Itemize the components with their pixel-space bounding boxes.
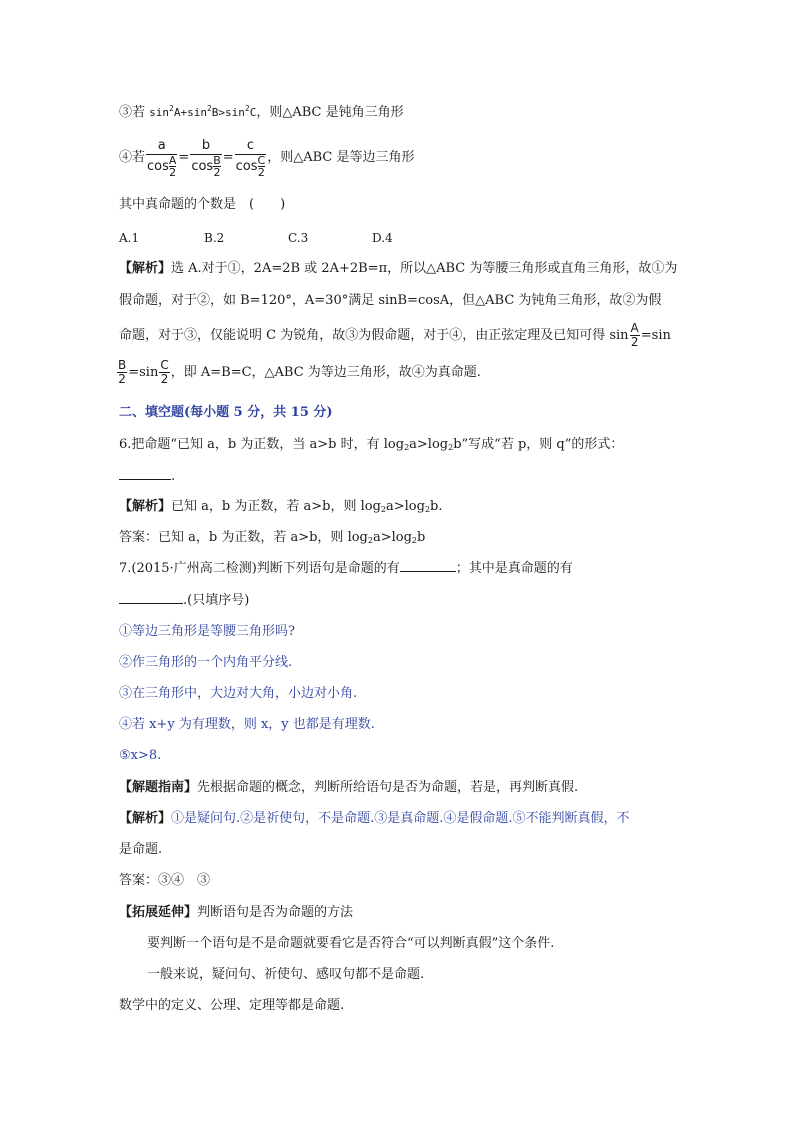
option-d: D.4 [372, 231, 393, 245]
fraction-b: b cos $\frac{B}{2}$ [191, 137, 221, 179]
options-row [119, 228, 393, 248]
fraction-a: a cos $\frac{A}{2}$ [147, 137, 177, 179]
q7-item-2: ②作三角形的一个内角平分线. [119, 655, 293, 670]
analysis-5-line-2: 假命题，对于②，如 B=120°，A=30°满足 sinB=cosA，但△ABC 为钝角三角形，故②为假 [119, 293, 662, 308]
analysis-7-line-2: 是命题. [119, 842, 163, 857]
analysis-5-line-3: 命题，对于③，仅能说明 C 为锐角，故③为假命题，对于④，由正弦定理及已知可得 sin $\frac{A}{2}$ =sin [119, 321, 671, 349]
item-3-expr: $\sin^2A+\sin^2B>\sin^2C$ [149, 104, 257, 119]
question-text: 其中真命题的个数是 ( ) [119, 197, 286, 212]
answer-blank-2[interactable] [119, 591, 183, 604]
analysis-6: 【解析】已知 a，b 为正数，若 a>b，则 $\log_2a>\log_2b$. [119, 499, 443, 514]
q7-item-5: ⑤x>8. [119, 748, 162, 763]
option-a: A.1 [119, 231, 140, 245]
q7-item-1: ①等边三角形是等腰三角形吗? [119, 624, 295, 639]
guide-7: 【解题指南】先根据命题的概念，判断所给语句是否为命题，若是，再判断真假. [119, 780, 579, 795]
answer-7: 答案：③④ ③ [119, 873, 211, 888]
q7-item-3: ③在三角形中，大边对大角，小边对小角. [119, 686, 358, 701]
answer-blank[interactable] [119, 467, 171, 480]
answer-6: 答案：已知 a，b 为正数，若 a>b，则 $\log_2a>\log_2b$ [119, 530, 426, 545]
question-7-line-1: 7.(2015·广州高二检测)判断下列语句是命题的有 ；其中是真命题的有 [119, 561, 573, 576]
extension-paragraph-2: 一般来说，疑问句、祈使句、感叹句都不是命题. [147, 967, 425, 982]
question-6-line-1: 6.把命题“已知 a，b 为正数，当 a>b 时，有 $\log_2a>\log_2b$”写成“若 p，则 q”的形式： [119, 437, 624, 452]
section-heading: 二、填空题(每小题 5 分，共 15 分) [119, 405, 333, 420]
item-3-suffix: ，则△ABC 是钝角三角形 [256, 105, 404, 120]
option-c: C.3 [288, 231, 309, 245]
question-7-line-2: .(只填序号) [119, 591, 249, 611]
question-6-line-2: . [119, 467, 175, 487]
analysis-5-line-1: 【解析】选 A.对于①，2A=2B 或 2A+2B=π，所以△ABC 为等腰三角形或直角三角形，故①为 [119, 261, 678, 276]
item-4: ④若 a cos $\frac{A}{2}$ = b cos $\frac{B}{2}$ = c cos $\frac{C}{2}$ ，则△ABC 是等边三角形 [119, 137, 415, 179]
item-3-prefix: ③若 [119, 105, 150, 120]
extension-paragraph-1: 要判断一个语句是不是命题就要看它是否符合“可以判断真假”这个条件. [147, 936, 555, 951]
item-4-suffix: ，则△ABC 是等边三角形 [267, 150, 415, 165]
answer-blank-1[interactable] [400, 559, 456, 572]
extension-heading: 【拓展延伸】判断语句是否为命题的方法 [119, 905, 354, 920]
item-3 [119, 103, 404, 123]
fraction-c: c cos $\frac{C}{2}$ [235, 137, 266, 179]
analysis-tag: 【解析】 [119, 261, 172, 276]
extension-paragraph-3: 数学中的定义、公理、定理等都是命题. [119, 998, 345, 1013]
q7-item-4: ④若 x+y 为有理数，则 x，y 也都是有理数. [119, 717, 375, 732]
analysis-5-line-4: $\frac{B}{2}$ =sin $\frac{C}{2}$ ，即 A=B=C，△ABC 为等边三角形，故④为真命题. [118, 358, 481, 386]
item-4-prefix: ④若 [119, 150, 146, 165]
analysis-7-line-1: 【解析】①是疑问句.②是祈使句，不是命题.③是真命题.④是假命题.⑤不能判断真假，不 [119, 811, 630, 826]
option-b: B.2 [204, 231, 225, 245]
